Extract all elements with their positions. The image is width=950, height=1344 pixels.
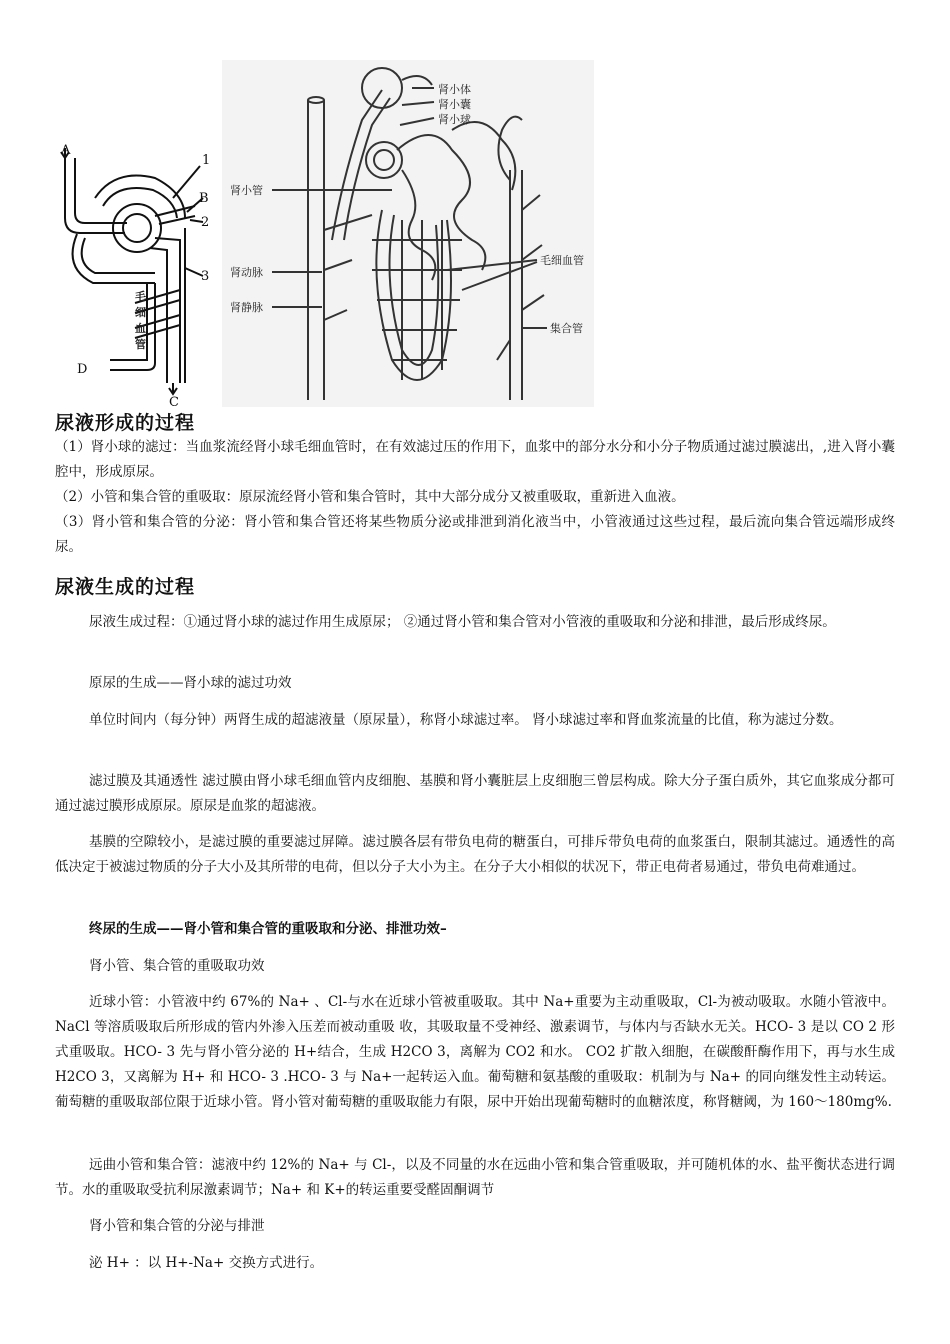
section2-subheading-secretion: 肾小管和集合管的分泌与排泄 <box>89 1218 265 1234</box>
label-c: C <box>169 395 179 408</box>
nephron-schematic-drawing <box>55 138 225 408</box>
section2-subheading-primary-urine: 原尿的生成——肾小球的滤过功效 <box>89 675 292 691</box>
section2-paragraph-h-secretion: 泌 H+ ：以 H+-Na+ 交换方式进行。 <box>89 1255 324 1271</box>
kidney-anatomy-drawing <box>222 60 594 407</box>
section1-heading: 尿液形成的过程 <box>55 412 196 434</box>
label-num-1: 1 <box>202 153 211 168</box>
section2-paragraph-process: 尿液生成过程：①通过肾小球的滤过作用生成原尿； ②通过肾小管和集合管对小管液的重吸取和分泌和排泄，最后形成终尿。 <box>89 614 836 630</box>
vertical-label-char-4: 管 <box>135 338 146 351</box>
section2-paragraph-filtration-membrane: 滤过膜及其通透性 滤过膜由肾小球毛细血管内皮细胞、基膜和肾小囊脏层上皮细胞三曾层构成。除大分子蛋白质外，其它血浆成分都可通过滤过膜形成原尿。原尿是血浆的超滤液。 <box>55 773 895 814</box>
label-glomerulus: 肾小球 <box>438 113 471 126</box>
section2-paragraph-basement-membrane: 基膜的空隙较小，是滤过膜的重要滤过屏障。滤过膜各层有带负电荷的糖蛋白，可排斥带负电荷的血浆蛋白，限制其滤过。通透性的高低决定于被滤过物质的分子大小及其所带的电荷，但以分子大小为主。在分子大小相似的状况下，带正电荷者易通过，带负电荷难通过。 <box>55 834 895 875</box>
nephron-schematic-figure <box>55 138 225 408</box>
vertical-label-char-2: 细 <box>135 306 146 319</box>
section1-paragraph-2: （2）小管和集合管的重吸取：原尿流经肾小管和集合管时，其中大部分成分又被重吸取，重新进入血液。 <box>55 489 685 505</box>
label-b: B <box>199 191 209 206</box>
label-renal-tubule: 肾小管 <box>230 184 263 197</box>
section2-paragraph-proximal-tubule: 近球小管：小管液中约 67%的 Na+ 、Cl-与水在近球小管被重吸取。其中 Na+重要为主动重吸取，Cl-为被动吸取。水随小管液中。NaCl 等溶质吸取后所形成的管内外渗入压差而被动重吸 收，其吸取量不受神经、激素调节，与体内与否缺水无关。HCO- 3 是以 CO 2 形式重吸取。HCO- 3 先与肾小管分泌的 H+结合，生成 H2CO 3，离解为 CO2 和水。 CO2 扩散入细胞，在碳酸酐酶作用下，再与水生成 H2CO 3，又离解为 H+ 和 HCO- 3 .HCO- 3 与 Na+一起转运入血。葡萄糖和氨基酸的重吸取：机制为与 Na+ 的同向继发性主动转运。葡萄糖的重吸取部位限于近球小管。肾小管对葡萄糖的重吸取能力有限，尿中开始出现葡萄糖时的血糖浓度，称肾糖阈，为 160～180mg%. <box>55 994 895 1110</box>
section1-paragraph-1: （1）肾小球的滤过：当血浆流经肾小球毛细血管时，在有效滤过压的作用下，血浆中的部分水分和小分子物质通过滤过膜滤出，,进入肾小囊腔中，形成原尿。 <box>55 439 895 480</box>
section2-heading: 尿液生成的过程 <box>55 576 196 598</box>
label-renal-artery: 肾动脉 <box>230 266 263 279</box>
section1-paragraph-3: （3）肾小管和集合管的分泌：肾小管和集合管还将某些物质分泌或排泄到消化液当中，小管液通过这些过程，最后流向集合管远端形成终尿。 <box>55 514 895 555</box>
label-num-2: 2 <box>201 215 210 230</box>
vertical-label-char-1: 毛 <box>135 290 146 303</box>
section2-paragraph-distal-tubule: 远曲小管和集合管：滤液中约 12%的 Na+ 与 Cl-，以及不同量的水在远曲小管和集合管重吸取，并可随机体的水、盐平衡状态进行调节。水的重吸取受抗利尿激素调节；Na+ 和 K+的转运重要受醛固酮调节 <box>55 1157 895 1198</box>
section2-subheading-reabsorption: 肾小管、集合管的重吸取功效 <box>89 958 265 974</box>
label-collecting-duct: 集合管 <box>550 322 583 335</box>
section2-subheading-final-urine: 终尿的生成——肾小管和集合管的重吸取和分泌、排泄功效– <box>89 921 447 937</box>
vertical-label-char-3: 血 <box>135 322 146 335</box>
label-renal-corpuscle: 肾小体 <box>438 83 471 96</box>
label-d: D <box>77 362 88 377</box>
label-capillary: 毛细血管 <box>540 254 584 267</box>
label-num-3: 3 <box>201 269 210 284</box>
label-a: A <box>61 143 71 158</box>
label-renal-capsule: 肾小囊 <box>438 98 471 111</box>
section2-paragraph-gfr: 单位时间内（每分钟）两肾生成的超滤液量（原尿量），称肾小球滤过率。 肾小球滤过率和肾血浆流量的比值，称为滤过分数。 <box>89 712 843 728</box>
label-renal-vein: 肾静脉 <box>230 301 263 314</box>
kidney-anatomy-figure <box>222 60 594 407</box>
